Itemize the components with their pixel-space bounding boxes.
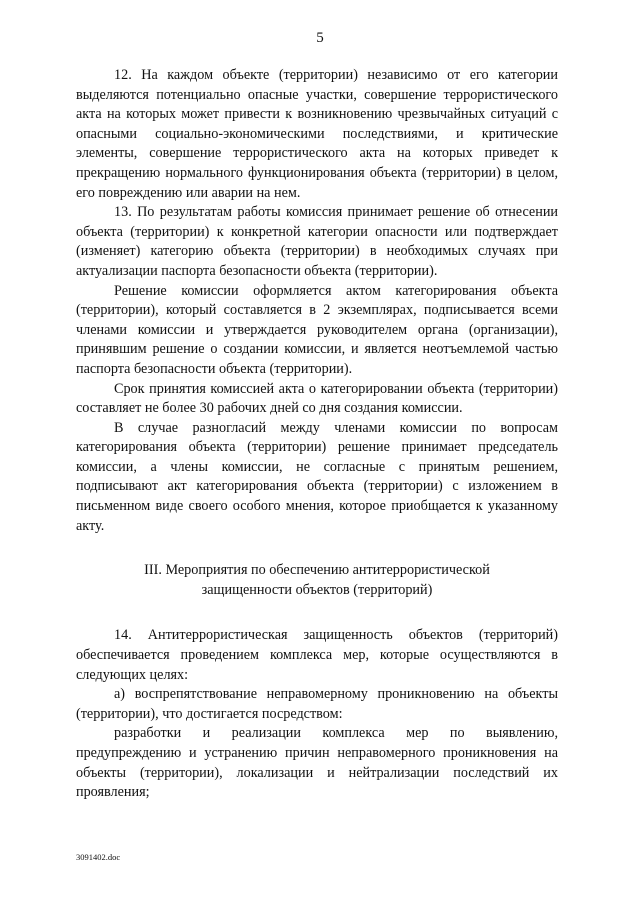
document-body (76, 66, 558, 803)
paragraph-14: 14. Антитеррористическая защищенность объектов (территорий) обеспечивается проведением комплекса мер, которые осуществляются в следующих целях: (76, 627, 558, 683)
paragraph-deadline: Срок принятия комиссией акта о категорировании объекта (территории) составляет не более 30 рабочих дней со дня создания комиссии. (76, 380, 558, 417)
paragraph-12: 12. На каждом объекте (территории) независимо от его категории выделяются потенциально опасные участки, совершение террористического акта на которых может привести к возникновению чрезвычайных ситуаций с опасными социально-экономическими последствиями, и критические элементы, совершение террористического акта на которых приведет к прекращению нормального функционирования объекта (территории) в целом, его повреждению или аварии на нем. (76, 67, 558, 201)
paragraph-14a: а) воспрепятствование неправомерному проникновению на объекты (территории), что достигается посредством: (76, 686, 558, 722)
section-heading-line-1: III. Мероприятия по обеспечению антитеррористической (144, 562, 490, 579)
paragraph-13: 13. По результатам работы комиссия принимает решение об отнесении объекта (территории) к конкретной категории опасности или подтверждает (изменяет) категорию объекта (территории) в необходимых случаях при актуализации паспорта безопасности объекта (территории). (76, 204, 558, 279)
page-number: 5 (316, 30, 324, 46)
section-heading (76, 561, 558, 600)
footer-file-code: 3091402.doc (76, 852, 121, 862)
section-heading-line-2: защищенности объектов (территорий) (201, 581, 433, 598)
paragraph-commission-decision: Решение комиссии оформляется актом категорирования объекта (территории), который составляется в 2 экземплярах, подписывается всеми членами комиссии и утверждается руководителем органа (организации), принявшим решение о создании комиссии, и является неотъемлемой частью паспорта безопасности объекта (территории). (76, 282, 558, 377)
paragraph-disagreement: В случае разногласий между членами комиссии по вопросам категорирования объекта (территории) решение принимает председатель комиссии, а члены комиссии, не согласные с принятым решением, подписывают акт категорирования объекта (территории) с изложением в письменном виде своего особого мнения, которое приобщается к указанному акту. (76, 419, 558, 534)
paragraph-measures: разработки и реализации комплекса мер по выявлению, предупреждению и устранению причин неправомерного проникновения на объекты (территории), локализации и нейтрализации последствий их проявления; (76, 725, 558, 801)
